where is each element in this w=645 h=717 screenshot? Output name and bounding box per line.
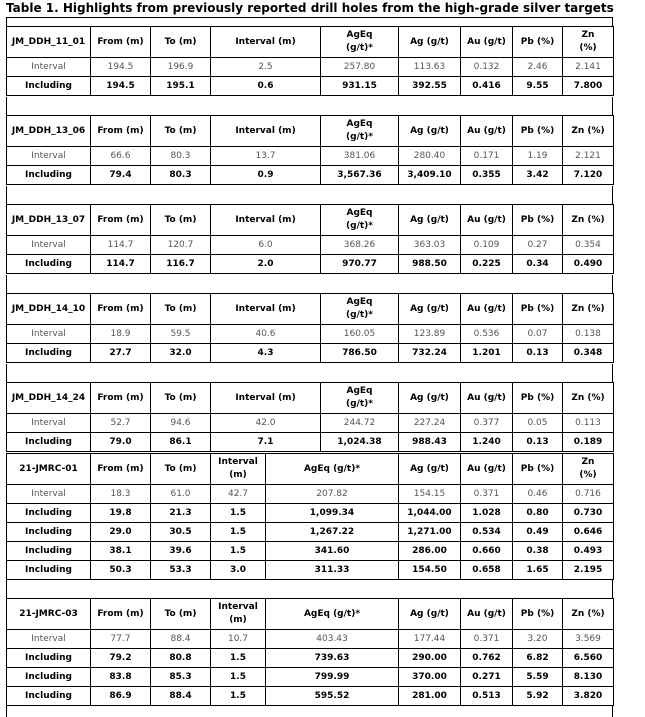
cell-zn: 3.820 [563,687,614,706]
cell-pb: 0.27 [513,236,563,255]
col-header-ag: Ag (g/t) [399,599,461,630]
cell-from: 83.8 [91,668,151,687]
col-header-au: Au (g/t) [461,599,513,630]
table-row [7,147,614,166]
cell-zn: 0.730 [563,504,614,523]
table-row [7,485,614,504]
cell-au: 0.536 [461,325,513,344]
col-header-au: Au (g/t) [461,294,513,325]
cell-from: 29.0 [91,523,151,542]
cell-ag: 1,271.00 [399,523,461,542]
cell-ageq: 381.06 [321,147,399,166]
col-header-from: From (m) [91,205,151,236]
section-spacer [6,706,613,717]
col-header-from: From (m) [91,454,151,485]
section-spacer [6,580,613,598]
cell-pb: 1.65 [513,561,563,580]
cell-interval: 3.0 [211,561,266,580]
cell-interval: 1.5 [211,542,266,561]
row-label: Including [7,542,91,561]
col-header-ag: Ag (g/t) [399,383,461,414]
cell-au: 1.028 [461,504,513,523]
cell-zn: 2.195 [563,561,614,580]
col-header-to: To (m) [151,116,211,147]
cell-from: 27.7 [91,344,151,363]
cell-ag: 154.15 [399,485,461,504]
cell-pb: 0.05 [513,414,563,433]
section-spacer [6,97,613,115]
cell-to: 53.3 [151,561,211,580]
cell-from: 18.9 [91,325,151,344]
cell-ageq: 403.43 [266,630,399,649]
row-label: Including [7,77,91,96]
cell-zn: 8.130 [563,668,614,687]
cell-ag: 363.03 [399,236,461,255]
cell-interval: 40.6 [211,325,321,344]
cell-to: 85.3 [151,668,211,687]
col-header-au: Au (g/t) [461,454,513,485]
row-label: Including [7,649,91,668]
cell-pb: 0.13 [513,344,563,363]
cell-au: 1.240 [461,433,513,452]
cell-interval: 0.9 [211,166,321,185]
row-label: Including [7,166,91,185]
cell-pb: 0.80 [513,504,563,523]
cell-ag: 280.40 [399,147,461,166]
cell-au: 0.762 [461,649,513,668]
drill-table-jm-ddh-14-10 [6,293,614,363]
cell-ageq: 786.50 [321,344,399,363]
cell-zn: 6.560 [563,649,614,668]
cell-to: 80.3 [151,147,211,166]
table-row [7,166,614,185]
row-label: Including [7,561,91,580]
row-label: Interval [7,630,91,649]
cell-pb: 6.82 [513,649,563,668]
cell-ageq: 311.33 [266,561,399,580]
cell-pb: 0.34 [513,255,563,274]
cell-to: 116.7 [151,255,211,274]
col-header-ageq: AgEq (g/t)* [321,205,399,236]
cell-interval: 1.5 [211,687,266,706]
drill-table-jm-ddh-11-01 [6,26,614,96]
table-row [7,687,614,706]
row-label: Interval [7,414,91,433]
cell-au: 0.513 [461,687,513,706]
table-row [7,561,614,580]
cell-ageq: 3,567.36 [321,166,399,185]
col-header-zn: Zn (%) [563,599,614,630]
table-row [7,77,614,96]
cell-au: 0.658 [461,561,513,580]
cell-from: 50.3 [91,561,151,580]
cell-ag: 988.43 [399,433,461,452]
col-header-zn: Zn (%) [563,454,614,485]
cell-from: 194.5 [91,77,151,96]
col-header-interval: Interval (m) [211,599,266,630]
cell-pb: 0.13 [513,433,563,452]
cell-ageq: 1,024.38 [321,433,399,452]
cell-ageq: 970.77 [321,255,399,274]
col-header-interval: Interval (m) [211,116,321,147]
cell-ag: 988.50 [399,255,461,274]
col-header-to: To (m) [151,599,211,630]
table-row [7,344,614,363]
col-header-ageq: AgEq (g/t)* [321,27,399,58]
table-header-row [7,27,614,58]
row-label: Including [7,687,91,706]
col-header-zn: Zn (%) [563,383,614,414]
cell-from: 114.7 [91,236,151,255]
col-header-pb: Pb (%) [513,383,563,414]
cell-interval: 7.1 [211,433,321,452]
section-spacer [6,275,613,293]
cell-to: 61.0 [151,485,211,504]
cell-zn: 0.490 [563,255,614,274]
col-header-interval: Interval (m) [211,27,321,58]
cell-to: 39.6 [151,542,211,561]
cell-interval: 2.0 [211,255,321,274]
drill-table-21-jmrc-01 [6,453,614,580]
cell-pb: 0.38 [513,542,563,561]
cell-au: 0.371 [461,485,513,504]
table-row [7,542,614,561]
cell-from: 114.7 [91,255,151,274]
col-header-pb: Pb (%) [513,454,563,485]
col-header-au: Au (g/t) [461,27,513,58]
cell-from: 77.7 [91,630,151,649]
cell-ag: 392.55 [399,77,461,96]
hole-id: JM_DDH_11_01 [7,27,91,58]
cell-au: 0.534 [461,523,513,542]
cell-interval: 1.5 [211,504,266,523]
table-row [7,504,614,523]
col-header-interval: Interval (m) [211,383,321,414]
cell-zn: 0.138 [563,325,614,344]
cell-pb: 0.49 [513,523,563,542]
cell-ag: 1,044.00 [399,504,461,523]
col-header-ageq: AgEq (g/t)* [321,383,399,414]
cell-ageq: 244.72 [321,414,399,433]
table-row [7,414,614,433]
table-row [7,236,614,255]
cell-ag: 3,409.10 [399,166,461,185]
col-header-ageq: AgEq (g/t)* [266,599,399,630]
cell-from: 19.8 [91,504,151,523]
col-header-to: To (m) [151,383,211,414]
cell-ageq: 207.82 [266,485,399,504]
col-header-pb: Pb (%) [513,294,563,325]
col-header-ageq: AgEq (g/t)* [321,294,399,325]
cell-zn: 0.716 [563,485,614,504]
col-header-to: To (m) [151,27,211,58]
row-label: Interval [7,485,91,504]
col-header-from: From (m) [91,27,151,58]
row-label: Including [7,255,91,274]
cell-pb: 3.20 [513,630,563,649]
col-header-from: From (m) [91,116,151,147]
col-header-to: To (m) [151,294,211,325]
row-label: Including [7,504,91,523]
cell-ageq: 341.60 [266,542,399,561]
cell-to: 30.5 [151,523,211,542]
col-header-to: To (m) [151,454,211,485]
cell-zn: 2.141 [563,58,614,77]
cell-au: 0.171 [461,147,513,166]
cell-ag: 286.00 [399,542,461,561]
cell-ageq: 1,267.22 [266,523,399,542]
col-header-zn: Zn (%) [563,27,614,58]
cell-to: 86.1 [151,433,211,452]
cell-au: 1.201 [461,344,513,363]
cell-to: 32.0 [151,344,211,363]
row-label: Including [7,344,91,363]
col-header-from: From (m) [91,599,151,630]
hole-id: 21-JMRC-03 [7,599,91,630]
cell-pb: 5.92 [513,687,563,706]
cell-zn: 7.120 [563,166,614,185]
cell-from: 38.1 [91,542,151,561]
cell-ageq: 739.63 [266,649,399,668]
col-header-au: Au (g/t) [461,383,513,414]
table-header-row [7,383,614,414]
row-label: Including [7,668,91,687]
col-header-pb: Pb (%) [513,205,563,236]
table-row [7,58,614,77]
col-header-pb: Pb (%) [513,599,563,630]
row-label: Interval [7,236,91,255]
table-header-row [7,116,614,147]
hole-id: JM_DDH_13_07 [7,205,91,236]
cell-au: 0.355 [461,166,513,185]
col-header-ag: Ag (g/t) [399,27,461,58]
row-label: Including [7,523,91,542]
row-label: Including [7,433,91,452]
cell-zn: 0.113 [563,414,614,433]
cell-from: 66.6 [91,147,151,166]
cell-from: 79.4 [91,166,151,185]
col-header-zn: Zn (%) [563,294,614,325]
cell-ageq: 368.26 [321,236,399,255]
cell-pb: 3.42 [513,166,563,185]
cell-interval: 6.0 [211,236,321,255]
cell-to: 94.6 [151,414,211,433]
col-header-from: From (m) [91,294,151,325]
cell-to: 59.5 [151,325,211,344]
row-label: Interval [7,58,91,77]
cell-ageq: 799.99 [266,668,399,687]
col-header-from: From (m) [91,383,151,414]
table-row [7,523,614,542]
cell-interval: 13.7 [211,147,321,166]
cell-ageq: 931.15 [321,77,399,96]
cell-to: 80.8 [151,649,211,668]
cell-pb: 1.19 [513,147,563,166]
cell-interval: 42.0 [211,414,321,433]
col-header-ag: Ag (g/t) [399,294,461,325]
cell-ag: 177.44 [399,630,461,649]
cell-interval: 1.5 [211,649,266,668]
cell-pb: 9.55 [513,77,563,96]
cell-to: 21.3 [151,504,211,523]
cell-au: 0.109 [461,236,513,255]
col-header-ageq: AgEq (g/t)* [266,454,399,485]
cell-zn: 0.348 [563,344,614,363]
cell-from: 194.5 [91,58,151,77]
drill-table-jm-ddh-14-24 [6,382,614,452]
cell-zn: 0.646 [563,523,614,542]
cell-to: 120.7 [151,236,211,255]
cell-zn: 0.493 [563,542,614,561]
cell-zn: 0.189 [563,433,614,452]
row-label: Interval [7,325,91,344]
row-label: Interval [7,147,91,166]
cell-zn: 3.569 [563,630,614,649]
cell-interval: 1.5 [211,668,266,687]
col-header-ag: Ag (g/t) [399,205,461,236]
col-header-interval: Interval (m) [211,454,266,485]
hole-id: 21-JMRC-01 [7,454,91,485]
table-row [7,433,614,452]
cell-au: 0.377 [461,414,513,433]
cell-ageq: 595.52 [266,687,399,706]
cell-au: 0.416 [461,77,513,96]
cell-zn: 2.121 [563,147,614,166]
cell-au: 0.132 [461,58,513,77]
col-header-interval: Interval (m) [211,294,321,325]
cell-ag: 113.63 [399,58,461,77]
cell-interval: 10.7 [211,630,266,649]
drill-table-jm-ddh-13-07 [6,204,614,274]
section-spacer [6,186,613,204]
table-row [7,325,614,344]
cell-ag: 732.24 [399,344,461,363]
cell-interval: 42.7 [211,485,266,504]
cell-ageq: 1,099.34 [266,504,399,523]
cell-ag: 370.00 [399,668,461,687]
table-row [7,630,614,649]
cell-ag: 281.00 [399,687,461,706]
col-header-to: To (m) [151,205,211,236]
cell-zn: 0.354 [563,236,614,255]
cell-from: 86.9 [91,687,151,706]
col-header-ag: Ag (g/t) [399,454,461,485]
hole-id: JM_DDH_14_24 [7,383,91,414]
cell-to: 196.9 [151,58,211,77]
table-header-row [7,599,614,630]
cell-from: 18.3 [91,485,151,504]
table-header-row [7,454,614,485]
col-header-ag: Ag (g/t) [399,116,461,147]
cell-pb: 2.46 [513,58,563,77]
cell-pb: 0.46 [513,485,563,504]
cell-ag: 154.50 [399,561,461,580]
cell-zn: 7.800 [563,77,614,96]
cell-to: 88.4 [151,687,211,706]
col-header-zn: Zn (%) [563,205,614,236]
cell-interval: 2.5 [211,58,321,77]
cell-pb: 0.07 [513,325,563,344]
cell-au: 0.225 [461,255,513,274]
cell-ag: 227.24 [399,414,461,433]
col-header-au: Au (g/t) [461,205,513,236]
col-header-interval: Interval (m) [211,205,321,236]
cell-pb: 5.59 [513,668,563,687]
col-header-ageq: AgEq (g/t)* [321,116,399,147]
cell-from: 79.0 [91,433,151,452]
table-header-row [7,294,614,325]
drill-table-21-jmrc-03 [6,598,614,706]
col-header-zn: Zn (%) [563,116,614,147]
cell-au: 0.271 [461,668,513,687]
hole-id: JM_DDH_14_10 [7,294,91,325]
col-header-au: Au (g/t) [461,116,513,147]
cell-ag: 123.89 [399,325,461,344]
section-spacer [6,364,613,382]
cell-to: 88.4 [151,630,211,649]
cell-ag: 290.00 [399,649,461,668]
table-title: Table 1. Highlights from previously reported drill holes from the high-grade silver targets [6,1,614,15]
cell-from: 52.7 [91,414,151,433]
section-spacer [6,18,613,26]
col-header-pb: Pb (%) [513,116,563,147]
col-header-pb: Pb (%) [513,27,563,58]
table-row [7,649,614,668]
table-row [7,255,614,274]
cell-au: 0.371 [461,630,513,649]
cell-to: 80.3 [151,166,211,185]
hole-id: JM_DDH_13_06 [7,116,91,147]
table-header-row [7,205,614,236]
cell-to: 195.1 [151,77,211,96]
cell-ageq: 160.05 [321,325,399,344]
cell-au: 0.660 [461,542,513,561]
cell-from: 79.2 [91,649,151,668]
cell-interval: 0.6 [211,77,321,96]
drill-table-jm-ddh-13-06 [6,115,614,185]
table-row [7,668,614,687]
cell-ageq: 257.80 [321,58,399,77]
cell-interval: 4.3 [211,344,321,363]
cell-interval: 1.5 [211,523,266,542]
